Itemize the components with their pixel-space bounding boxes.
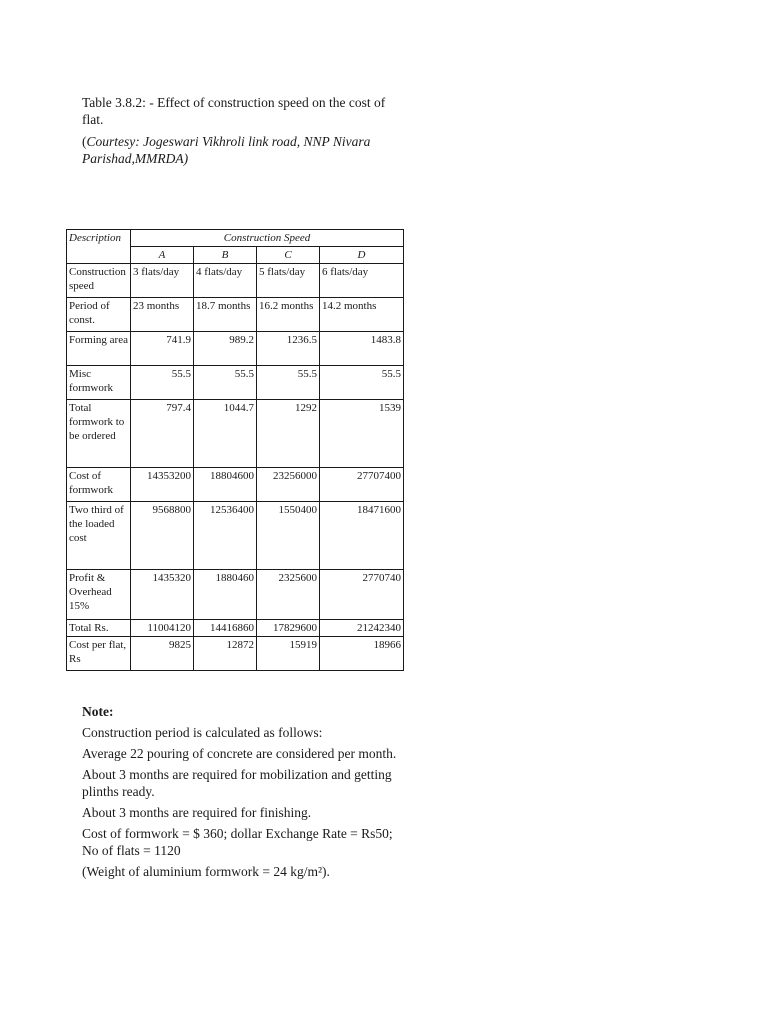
construction-speed-table [66, 229, 404, 671]
courtesy-text: Courtesy: Jogeswari Vikhroli link road, NNP Nivara Parishad,MMRDA) [82, 134, 371, 166]
table-cell: 18471600 [320, 502, 404, 570]
table-cell: 12536400 [194, 502, 257, 570]
column-header-d: D [320, 247, 404, 264]
row-label: Two third of the loaded cost [67, 502, 131, 570]
table-row [67, 570, 404, 620]
row-label: Profit & Overhead 15% [67, 570, 131, 620]
table-cell: 14.2 months [320, 298, 404, 332]
table-title: Table 3.8.2: - Effect of construction speed on the cost of flat. [82, 95, 386, 127]
table-cell: 27707400 [320, 468, 404, 502]
table-cell: 16.2 months [257, 298, 320, 332]
table-cell: 1044.7 [194, 400, 257, 468]
description-header: Description [67, 230, 131, 264]
table-row [67, 366, 404, 400]
table-cell: 6 flats/day [320, 264, 404, 298]
table-cell: 11004120 [131, 620, 194, 637]
table-row [67, 637, 404, 671]
table-cell: 2770740 [320, 570, 404, 620]
courtesy-open-paren: ( [82, 134, 87, 149]
construction-speed-header: Construction Speed [131, 230, 404, 247]
table-cell: 14416860 [194, 620, 257, 637]
table-cell: 18804600 [194, 468, 257, 502]
row-label: Cost per flat, Rs [67, 637, 131, 671]
note-line: Cost of formwork = $ 360; dollar Exchange Rate = Rs50; No of flats = 1120 [82, 826, 393, 858]
notes-section [82, 703, 412, 884]
table-cell: 741.9 [131, 332, 194, 366]
table-cell: 23 months [131, 298, 194, 332]
table-cell: 797.4 [131, 400, 194, 468]
table-row [67, 332, 404, 366]
table-cell: 1539 [320, 400, 404, 468]
row-label: Forming area [67, 332, 131, 366]
table-cell: 15919 [257, 637, 320, 671]
table-cell: 17829600 [257, 620, 320, 637]
note-line: Average 22 pouring of concrete are considered per month. [82, 746, 397, 761]
table-row [67, 400, 404, 468]
table-courtesy [82, 133, 392, 167]
table-cell: 9825 [131, 637, 194, 671]
table-cell: 1483.8 [320, 332, 404, 366]
column-header-b: B [194, 247, 257, 264]
table-cell: 55.5 [131, 366, 194, 400]
table-row [67, 502, 404, 570]
table-cell: 1880460 [194, 570, 257, 620]
table-caption [82, 94, 392, 172]
row-label: Period of const. [67, 298, 131, 332]
table-cell: 1550400 [257, 502, 320, 570]
table-cell: 23256000 [257, 468, 320, 502]
table-cell: 55.5 [320, 366, 404, 400]
table-cell: 3 flats/day [131, 264, 194, 298]
note-line: About 3 months are required for mobilization and getting plinths ready. [82, 767, 392, 799]
table-row [67, 468, 404, 502]
table-cell: 1292 [257, 400, 320, 468]
row-label: Misc formwork [67, 366, 131, 400]
table-cell: 1236.5 [257, 332, 320, 366]
table-cell: 9568800 [131, 502, 194, 570]
table-cell: 12872 [194, 637, 257, 671]
table-cell: 989.2 [194, 332, 257, 366]
table-row [67, 298, 404, 332]
table-cell: 1435320 [131, 570, 194, 620]
row-label: Construction speed [67, 264, 131, 298]
note-line: Construction period is calculated as follows: [82, 725, 323, 740]
row-label: Cost of formwork [67, 468, 131, 502]
table-cell: 55.5 [194, 366, 257, 400]
column-header-a: A [131, 247, 194, 264]
table-cell: 2325600 [257, 570, 320, 620]
row-label: Total Rs. [67, 620, 131, 637]
notes-title: Note: [82, 704, 114, 719]
table-cell: 4 flats/day [194, 264, 257, 298]
table-row [67, 264, 404, 298]
table-cell: 14353200 [131, 468, 194, 502]
table-cell: 21242340 [320, 620, 404, 637]
table-cell: 18966 [320, 637, 404, 671]
column-header-c: C [257, 247, 320, 264]
table-cell: 5 flats/day [257, 264, 320, 298]
table-row [67, 620, 404, 637]
note-line: About 3 months are required for finishing. [82, 805, 312, 820]
table-cell: 18.7 months [194, 298, 257, 332]
table-cell: 55.5 [257, 366, 320, 400]
note-line: (Weight of aluminium formwork = 24 kg/m²). [82, 864, 330, 879]
row-label: Total formwork to be ordered [67, 400, 131, 468]
